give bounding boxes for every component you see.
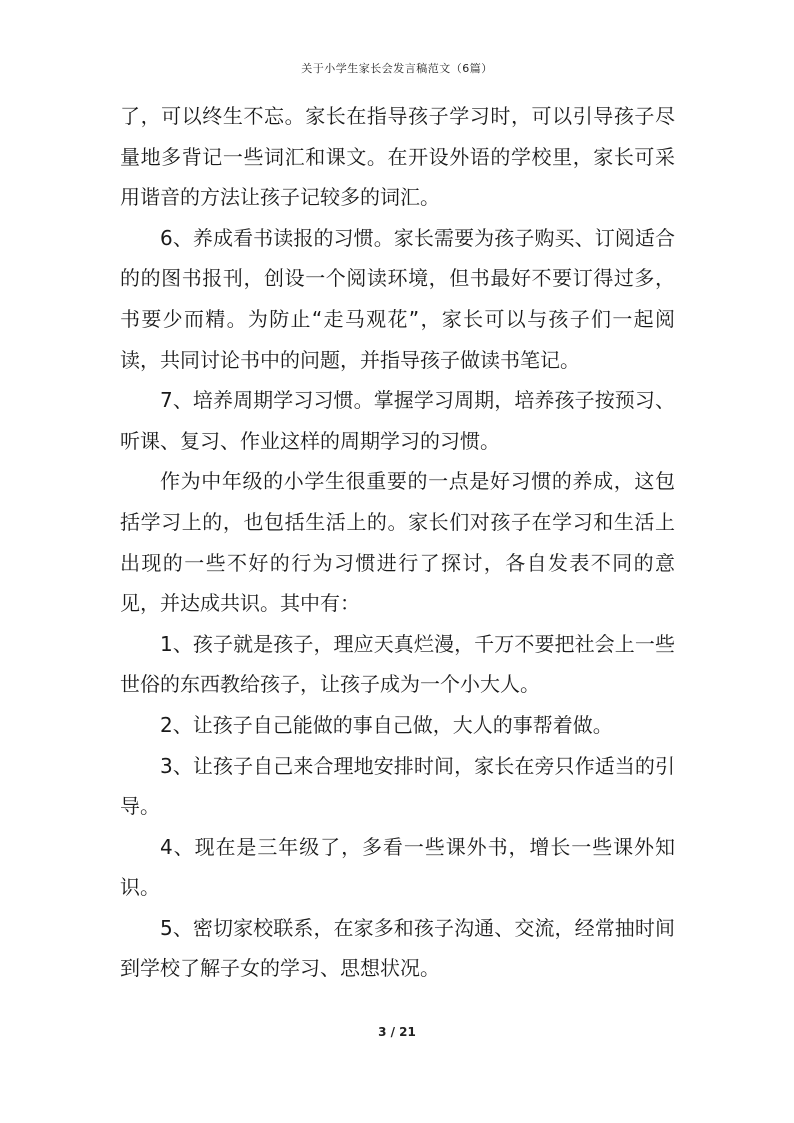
- page-header-title: 关于小学生家长会发言稿范文（6篇）: [301, 62, 493, 75]
- paragraph-continuation: 了，可以终生不忘。家长在指导孩子学习时，可以引导孩子尽量地多背记一些词汇和课文。在开设外语的学校里，家长可采用谐音的方法让孩子记较多的词汇。: [120, 104, 675, 210]
- paragraph-point-4: 4、现在是三年级了，多看一些课外书，增长一些课外知识。: [120, 834, 675, 900]
- paragraph-point-5: 5、密切家校联系，在家多和孩子沟通、交流，经常抽时间到学校了解子女的学习、思想状况。: [120, 915, 675, 981]
- paragraph-study-cycle: 7、培养周期学习习惯。掌握学习周期，培养孩子按预习、听课、复习、作业这样的周期学习的习惯。: [120, 388, 675, 453]
- page-number: 3 / 21: [378, 1025, 416, 1039]
- paragraph-point-1: 1、孩子就是孩子，理应天真烂漫，千万不要把社会上一些世俗的东西教给孩子，让孩子成为一个小大人。: [120, 631, 675, 697]
- paragraph-point-3: 3、让孩子自己来合理地安排时间，家长在旁只作适当的引导。: [120, 753, 675, 819]
- paragraph-point-2: 2、让孩子自己能做的事自己做，大人的事帮着做。: [160, 712, 613, 737]
- document-body: [120, 96, 675, 989]
- paragraph-good-habits: 作为中年级的小学生很重要的一点是好习惯的养成，这包括学习上的，也包括生活上的。家长们对孩子在学习和生活上出现的一些不好的行为习惯进行了探讨，各自发表不同的意见，并达成共识。其中有：: [120, 469, 675, 616]
- paragraph-reading-habit: 6、养成看书读报的习惯。家长需要为孩子购买、订阅适合的的图书报刊，创设一个阅读环境，但书最好不要订得过多，书要少而精。为防止“走马观花”，家长可以与孩子们一起阅读，共同讨论书中的问题，并指导孩子做读书笔记。: [120, 225, 675, 372]
